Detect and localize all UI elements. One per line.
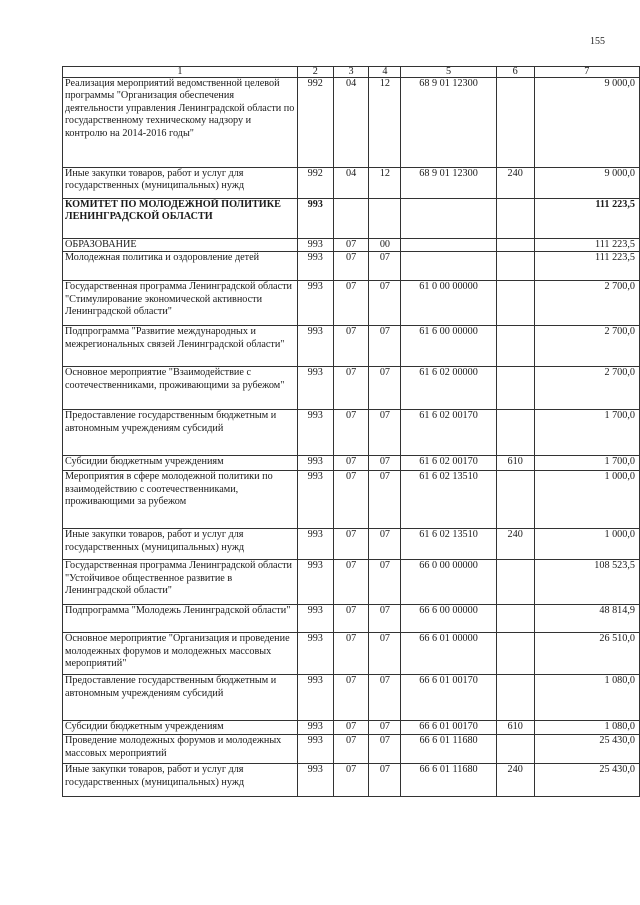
row-name-cell: Основное мероприятие "Взаимодействие с соотечественниками, проживающими за рубежом": [63, 367, 298, 410]
ministry-code-cell: 993: [297, 605, 333, 633]
target-article-cell: 61 6 02 00170: [401, 456, 496, 471]
expense-type-cell: [496, 367, 534, 410]
table-row: [63, 471, 640, 529]
ministry-code-cell: 993: [297, 252, 333, 281]
expense-type-cell: [496, 239, 534, 252]
row-name-cell: Предоставление государственным бюджетным и автономным учреждениям субсидий: [63, 675, 298, 721]
ministry-code-cell: 993: [297, 721, 333, 735]
expense-type-cell: [496, 605, 534, 633]
table-row: [63, 529, 640, 560]
target-article-cell: 66 6 01 11680: [401, 764, 496, 797]
expense-type-cell: 610: [496, 456, 534, 471]
row-name-cell: Государственная программа Ленинградской области "Стимулирование экономической активности Ленинградской области": [63, 281, 298, 326]
row-name-cell: Субсидии бюджетным учреждениям: [63, 721, 298, 735]
amount-cell: 111 223,5: [534, 239, 639, 252]
target-article-cell: [401, 239, 496, 252]
amount-cell: 26 510,0: [534, 633, 639, 675]
subsection-code-cell: 07: [369, 633, 401, 675]
amount-cell: 1 700,0: [534, 410, 639, 456]
column-header: 1: [63, 67, 298, 78]
row-name-cell: Реализация мероприятий ведомственной целевой программы "Организация обеспечения деятельности управления Ленинградской области по государственному техническому надзору и контролю на 2014-2016 годы": [63, 78, 298, 168]
row-name-cell: Мероприятия в сфере молодежной политики по взаимодействию с соотечественниками, проживающими за рубежом: [63, 471, 298, 529]
expense-type-cell: [496, 281, 534, 326]
table-row: [63, 456, 640, 471]
row-name-cell: Иные закупки товаров, работ и услуг для государственных (муниципальных) нужд: [63, 764, 298, 797]
section-code-cell: 07: [333, 281, 369, 326]
amount-cell: 48 814,9: [534, 605, 639, 633]
table-row: [63, 605, 640, 633]
table-row: [63, 252, 640, 281]
subsection-code-cell: 07: [369, 367, 401, 410]
section-code-cell: 04: [333, 78, 369, 168]
amount-cell: 9 000,0: [534, 168, 639, 199]
expense-type-cell: 240: [496, 764, 534, 797]
subsection-code-cell: 12: [369, 78, 401, 168]
subsection-code-cell: 07: [369, 764, 401, 797]
section-code-cell: 07: [333, 410, 369, 456]
section-code-cell: 07: [333, 675, 369, 721]
amount-cell: 2 700,0: [534, 281, 639, 326]
ministry-code-cell: 993: [297, 675, 333, 721]
row-name-cell: Подпрограмма "Молодежь Ленинградской области": [63, 605, 298, 633]
ministry-code-cell: 993: [297, 199, 333, 239]
expense-type-cell: [496, 199, 534, 239]
subsection-code-cell: 07: [369, 560, 401, 605]
target-article-cell: 66 6 01 11680: [401, 735, 496, 764]
table-row: [63, 560, 640, 605]
row-name-cell: ОБРАЗОВАНИЕ: [63, 239, 298, 252]
table-row: [63, 199, 640, 239]
amount-cell: 25 430,0: [534, 735, 639, 764]
row-name-cell: КОМИТЕТ ПО МОЛОДЕЖНОЙ ПОЛИТИКЕ ЛЕНИНГРАДСКОЙ ОБЛАСТИ: [63, 199, 298, 239]
ministry-code-cell: 993: [297, 281, 333, 326]
column-header: 7: [534, 67, 639, 78]
target-article-cell: 61 6 02 00170: [401, 410, 496, 456]
column-header: 3: [333, 67, 369, 78]
section-code-cell: 07: [333, 239, 369, 252]
expense-type-cell: 610: [496, 721, 534, 735]
ministry-code-cell: 993: [297, 367, 333, 410]
section-code-cell: 07: [333, 633, 369, 675]
ministry-code-cell: 992: [297, 168, 333, 199]
amount-cell: 1 000,0: [534, 529, 639, 560]
row-name-cell: Государственная программа Ленинградской области "Устойчивое общественное развитие в Ленинградской области": [63, 560, 298, 605]
subsection-code-cell: 07: [369, 326, 401, 367]
ministry-code-cell: 993: [297, 239, 333, 252]
expense-type-cell: [496, 633, 534, 675]
ministry-code-cell: 993: [297, 456, 333, 471]
section-code-cell: 07: [333, 456, 369, 471]
section-code-cell: 04: [333, 168, 369, 199]
target-article-cell: 66 6 01 00000: [401, 633, 496, 675]
expense-type-cell: [496, 735, 534, 764]
table-row: [63, 281, 640, 326]
amount-cell: 2 700,0: [534, 367, 639, 410]
column-number-row: [63, 67, 640, 78]
section-code-cell: 07: [333, 367, 369, 410]
amount-cell: 1 700,0: [534, 456, 639, 471]
section-code-cell: 07: [333, 252, 369, 281]
subsection-code-cell: 12: [369, 168, 401, 199]
row-name-cell: Подпрограмма "Развитие международных и межрегиональных связей Ленинградской области": [63, 326, 298, 367]
subsection-code-cell: 07: [369, 605, 401, 633]
ministry-code-cell: 993: [297, 633, 333, 675]
amount-cell: 108 523,5: [534, 560, 639, 605]
target-article-cell: 66 6 01 00170: [401, 721, 496, 735]
ministry-code-cell: 993: [297, 471, 333, 529]
row-name-cell: Молодежная политика и оздоровление детей: [63, 252, 298, 281]
table-row: [63, 410, 640, 456]
expense-type-cell: [496, 78, 534, 168]
section-code-cell: [333, 199, 369, 239]
subsection-code-cell: 07: [369, 675, 401, 721]
expense-type-cell: [496, 471, 534, 529]
subsection-code-cell: 07: [369, 252, 401, 281]
table-body: [63, 67, 640, 797]
subsection-code-cell: 07: [369, 456, 401, 471]
section-code-cell: 07: [333, 764, 369, 797]
column-header: 6: [496, 67, 534, 78]
subsection-code-cell: 07: [369, 735, 401, 764]
subsection-code-cell: 07: [369, 721, 401, 735]
target-article-cell: [401, 252, 496, 281]
table-row: [63, 168, 640, 199]
amount-cell: 111 223,5: [534, 199, 639, 239]
ministry-code-cell: 992: [297, 78, 333, 168]
subsection-code-cell: 07: [369, 471, 401, 529]
table-row: [63, 367, 640, 410]
section-code-cell: 07: [333, 735, 369, 764]
amount-cell: 111 223,5: [534, 252, 639, 281]
target-article-cell: 66 6 00 00000: [401, 605, 496, 633]
column-header: 2: [297, 67, 333, 78]
ministry-code-cell: 993: [297, 735, 333, 764]
amount-cell: 9 000,0: [534, 78, 639, 168]
column-header: 4: [369, 67, 401, 78]
target-article-cell: 68 9 01 12300: [401, 168, 496, 199]
section-code-cell: 07: [333, 560, 369, 605]
table-row: [63, 735, 640, 764]
amount-cell: 2 700,0: [534, 326, 639, 367]
row-name-cell: Проведение молодежных форумов и молодежных массовых мероприятий: [63, 735, 298, 764]
table-row: [63, 764, 640, 797]
expense-type-cell: [496, 675, 534, 721]
section-code-cell: 07: [333, 326, 369, 367]
subsection-code-cell: 00: [369, 239, 401, 252]
section-code-cell: 07: [333, 529, 369, 560]
table-row: [63, 721, 640, 735]
expense-type-cell: 240: [496, 529, 534, 560]
budget-table: [62, 66, 640, 797]
target-article-cell: 61 6 02 13510: [401, 471, 496, 529]
expense-type-cell: [496, 252, 534, 281]
ministry-code-cell: 993: [297, 326, 333, 367]
row-name-cell: Предоставление государственным бюджетным и автономным учреждениям субсидий: [63, 410, 298, 456]
ministry-code-cell: 993: [297, 560, 333, 605]
target-article-cell: [401, 199, 496, 239]
table-row: [63, 675, 640, 721]
table-row: [63, 326, 640, 367]
ministry-code-cell: 993: [297, 764, 333, 797]
target-article-cell: 61 6 02 00000: [401, 367, 496, 410]
amount-cell: 1 000,0: [534, 471, 639, 529]
target-article-cell: 61 6 00 00000: [401, 326, 496, 367]
target-article-cell: 61 6 02 13510: [401, 529, 496, 560]
amount-cell: 25 430,0: [534, 764, 639, 797]
ministry-code-cell: 993: [297, 410, 333, 456]
subsection-code-cell: [369, 199, 401, 239]
table-row: [63, 633, 640, 675]
row-name-cell: Иные закупки товаров, работ и услуг для государственных (муниципальных) нужд: [63, 168, 298, 199]
ministry-code-cell: 993: [297, 529, 333, 560]
expense-type-cell: 240: [496, 168, 534, 199]
amount-cell: 1 080,0: [534, 675, 639, 721]
amount-cell: 1 080,0: [534, 721, 639, 735]
row-name-cell: Субсидии бюджетным учреждениям: [63, 456, 298, 471]
table-row: [63, 78, 640, 168]
table-row: [63, 239, 640, 252]
column-header: 5: [401, 67, 496, 78]
subsection-code-cell: 07: [369, 281, 401, 326]
target-article-cell: 68 9 01 12300: [401, 78, 496, 168]
row-name-cell: Основное мероприятие "Организация и проведение молодежных форумов и молодежных массовых мероприятий": [63, 633, 298, 675]
target-article-cell: 61 0 00 00000: [401, 281, 496, 326]
page-number: 155: [590, 36, 605, 47]
expense-type-cell: [496, 410, 534, 456]
target-article-cell: 66 0 00 00000: [401, 560, 496, 605]
target-article-cell: 66 6 01 00170: [401, 675, 496, 721]
section-code-cell: 07: [333, 721, 369, 735]
expense-type-cell: [496, 326, 534, 367]
section-code-cell: 07: [333, 605, 369, 633]
row-name-cell: Иные закупки товаров, работ и услуг для государственных (муниципальных) нужд: [63, 529, 298, 560]
subsection-code-cell: 07: [369, 529, 401, 560]
expense-type-cell: [496, 560, 534, 605]
section-code-cell: 07: [333, 471, 369, 529]
subsection-code-cell: 07: [369, 410, 401, 456]
